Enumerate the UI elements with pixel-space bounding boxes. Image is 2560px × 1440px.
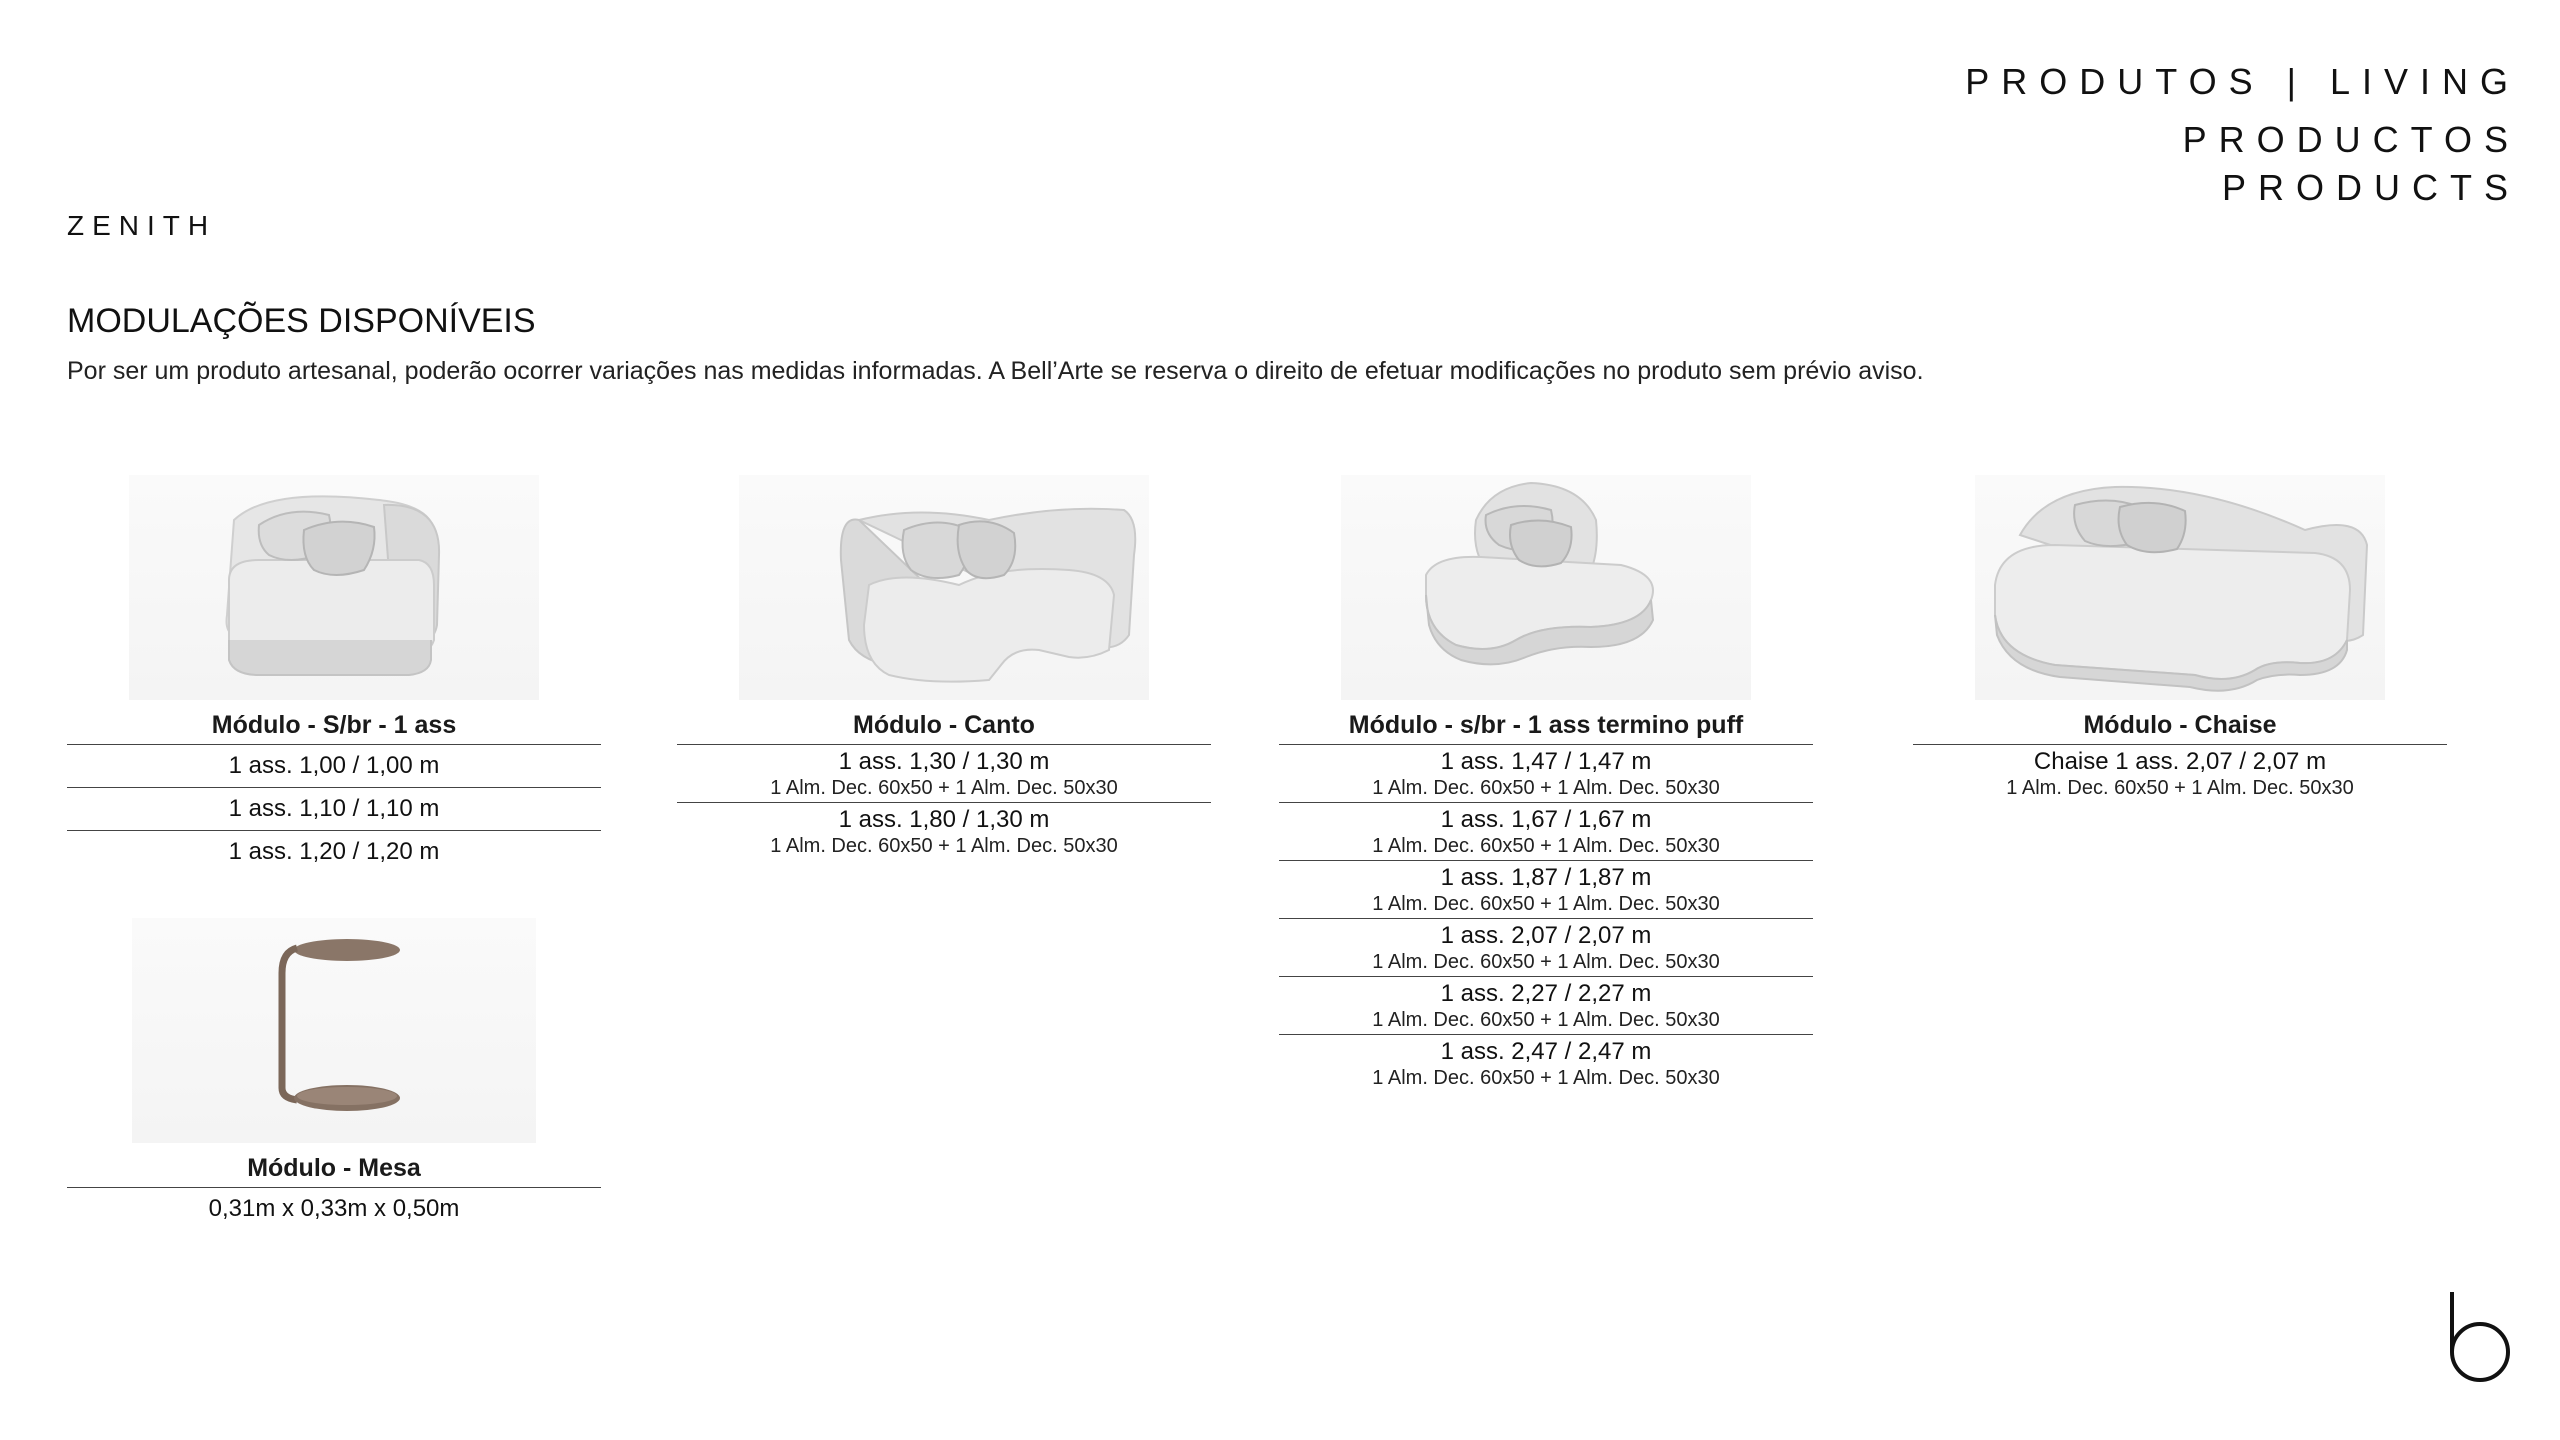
module-title: Módulo - Canto <box>677 706 1211 745</box>
sofa-corner-image <box>739 475 1149 700</box>
module-option <box>1279 803 1813 861</box>
side-table-illustration <box>132 918 536 1143</box>
product-name: ZENITH <box>67 210 217 241</box>
option-dimensions: 1 ass. 2,07 / 2,07 m <box>1440 922 1652 949</box>
module-option <box>67 745 601 788</box>
module-card-4 <box>1913 475 2447 802</box>
option-dimensions: 1 ass. 1,00 / 1,00 m <box>228 752 440 779</box>
side-table-image <box>132 918 536 1143</box>
module-option <box>1279 1035 1813 1092</box>
module-option <box>67 788 601 831</box>
option-dimensions: 1 ass. 1,80 / 1,30 m <box>838 806 1050 833</box>
b-logo-icon <box>2448 1290 2510 1382</box>
module-card-3 <box>1279 475 1813 1092</box>
page-category-title: PRODUTOS | LIVING <box>1965 61 2520 102</box>
module-card-2 <box>677 475 1211 860</box>
option-cushions: 1 Alm. Dec. 60x50 + 1 Alm. Dec. 50x30 <box>1372 951 1720 973</box>
chaise-illustration <box>1975 475 2385 700</box>
option-cushions: 1 Alm. Dec. 60x50 + 1 Alm. Dec. 50x30 <box>770 777 1118 799</box>
option-cushions: 1 Alm. Dec. 60x50 + 1 Alm. Dec. 50x30 <box>770 835 1118 857</box>
module-option <box>677 803 1211 860</box>
disclaimer-text: Por ser um produto artesanal, poderão ocorrer variações nas medidas informadas. A Bell’Arte se reserva o direito de efetuar modificações no produto sem prévio aviso. <box>67 357 1924 385</box>
module-option <box>677 745 1211 803</box>
page-category-subtitle-en: PRODUCTS <box>2221 167 2520 208</box>
module-option <box>1279 861 1813 919</box>
module-option <box>67 1188 601 1230</box>
module-card-1 <box>67 475 601 873</box>
option-dimensions: 1 ass. 1,47 / 1,47 m <box>1440 748 1652 775</box>
option-dimensions: 1 ass. 1,20 / 1,20 m <box>228 838 440 865</box>
module-title: Módulo - s/br - 1 ass termino puff <box>1279 706 1813 745</box>
option-dimensions: 0,31m x 0,33m x 0,50m <box>208 1195 460 1222</box>
option-cushions: 1 Alm. Dec. 60x50 + 1 Alm. Dec. 50x30 <box>2006 777 2354 799</box>
module-option <box>1913 745 2447 802</box>
sofa-puff-end-illustration <box>1341 475 1751 700</box>
module-title: Módulo - Chaise <box>1913 706 2447 745</box>
option-dimensions: 1 ass. 1,87 / 1,87 m <box>1440 864 1652 891</box>
option-dimensions: 1 ass. 2,47 / 2,47 m <box>1440 1038 1652 1065</box>
option-dimensions: 1 ass. 2,27 / 2,27 m <box>1440 980 1652 1007</box>
module-card-5 <box>67 918 601 1230</box>
sofa-armless-illustration <box>129 475 539 700</box>
option-cushions: 1 Alm. Dec. 60x50 + 1 Alm. Dec. 50x30 <box>1372 893 1720 915</box>
module-option <box>1279 977 1813 1035</box>
module-option <box>1279 919 1813 977</box>
module-title: Módulo - Mesa <box>67 1149 601 1188</box>
option-cushions: 1 Alm. Dec. 60x50 + 1 Alm. Dec. 50x30 <box>1372 1009 1720 1031</box>
option-dimensions: 1 ass. 1,30 / 1,30 m <box>838 748 1050 775</box>
section-title: MODULAÇÕES DISPONÍVEIS <box>67 302 536 340</box>
option-cushions: 1 Alm. Dec. 60x50 + 1 Alm. Dec. 50x30 <box>1372 1067 1720 1089</box>
module-option <box>67 831 601 873</box>
module-title: Módulo - S/br - 1 ass <box>67 706 601 745</box>
option-cushions: 1 Alm. Dec. 60x50 + 1 Alm. Dec. 50x30 <box>1372 835 1720 857</box>
page-category-subtitle-es: PRODUCTOS <box>2182 119 2520 160</box>
chaise-image <box>1975 475 2385 700</box>
sofa-corner-illustration <box>739 475 1149 700</box>
option-dimensions: 1 ass. 1,10 / 1,10 m <box>228 795 440 822</box>
option-dimensions: Chaise 1 ass. 2,07 / 2,07 m <box>2033 748 2327 775</box>
option-cushions: 1 Alm. Dec. 60x50 + 1 Alm. Dec. 50x30 <box>1372 777 1720 799</box>
option-dimensions: 1 ass. 1,67 / 1,67 m <box>1440 806 1652 833</box>
header <box>1965 58 2520 212</box>
module-option <box>1279 745 1813 803</box>
sofa-puff-end-image <box>1341 475 1751 700</box>
sofa-armless-image <box>129 475 539 700</box>
